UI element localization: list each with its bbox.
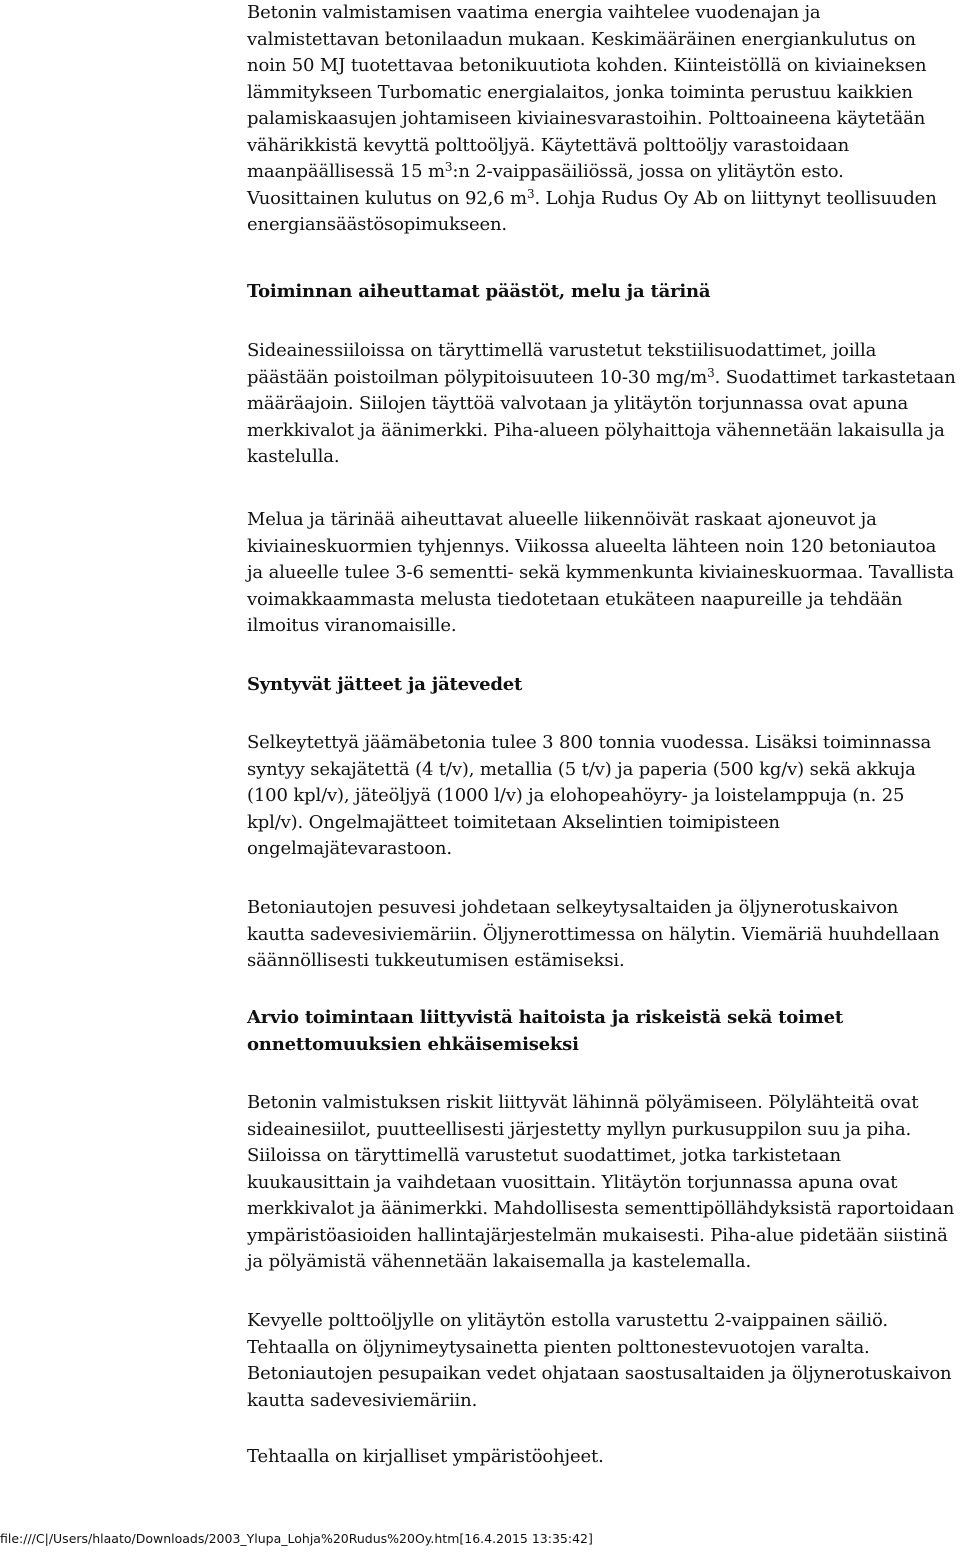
superscript-cubic: 3	[444, 160, 453, 174]
paragraph-dust-filters-text-a: Sideainessiiloissa on täryttimellä varustetut tekstiilisuodattimet, joilla päästään poistoilman pölypitoisuuteen 10-30 mg/m	[247, 340, 877, 388]
paragraph-noise: Melua ja tärinää aiheuttavat alueelle liikennöivät raskaat ajoneuvot ja kiviaineskuormien tyhjennys. Viikossa alueelta lähteen noin 120 betoniautoa ja alueelle tulee 3-6 sementti- sekä kymmenkunta kiviaineskuormaa. Tavallista voimakkaammasta melusta tiedotetaan etukäteen naapureille ja tehdään ilmoitus viranomaisille.	[247, 509, 954, 636]
paragraph-fuel-tank: Kevyelle polttoöljylle on ylitäytön estolla varustettu 2-vaippainen säiliö. Tehtaalla on öljynimeytysainetta pienten polttonestevuotojen varalta. Betoniautojen pesupaikan vedet ohjataan saostusaltaiden ja öljynerotuskaivon kautta sadevesiviemäriin.	[247, 1310, 952, 1411]
paragraph-energy-text-c: . Lohja Rudus Oy Ab on liittynyt teollisuuden energiansäästösopimukseen.	[247, 187, 937, 235]
paragraph-wastewater: Betoniautojen pesuvesi johdetaan selkeytysaltaiden ja öljynerotuskaivon kautta sadevesiviemäriin. Öljynerottimessa on hälytin. Viemäriä huuhdellaan säännöllisesti tukkeutumisen estämiseksi.	[247, 897, 940, 971]
heading-risks: Arvio toimintaan liittyvistä haitoista ja riskeistä sekä toimet onnettomuuksien ehkäisemiseksi	[247, 1007, 843, 1055]
superscript-cubic: 3	[707, 365, 715, 380]
paragraph-dust-filters-text-b: . Suodattimet tarkastetaan määräajoin. Siilojen täyttöä valvotaan ja ylitäytön torjunnassa ovat apuna merkkivalot ja äänimerkki. Piha-alueen pölyhaittoja vähennetään lakaisulla ja kastelulla.	[247, 366, 956, 467]
paragraph-energy	[247, 0, 957, 239]
heading-emissions: Toiminnan aiheuttamat päästöt, melu ja tärinä	[247, 281, 711, 302]
paragraph-risks: Betonin valmistuksen riskit liittyvät lähinnä pölyämiseen. Pölylähteitä ovat sideainesiilot, puutteellisesti järjestetty myllyn purkusuppilon suu ja piha. Siiloissa on täryttimellä varustetut suodattimet, jotka tarkistetaan kuukausittain ja vaihdetaan vuosittain. Ylitäytön torjunnassa apuna ovat merkkivalot ja äänimerkki. Mahdollisesta sementtipöllähdyksistä raportoidaan ympäristöasioiden hallintajärjestelmän mukaisesti. Piha-alue pidetään siistinä ja pölyämistä vähennetään lakaisemalla ja kastelemalla.	[247, 1092, 955, 1272]
paragraph-dust-filters	[247, 338, 957, 471]
paragraph-instructions: Tehtaalla on kirjalliset ympäristöohjeet.	[247, 1446, 604, 1467]
heading-waste: Syntyvät jätteet ja jätevedet	[247, 674, 523, 695]
paragraph-energy-text-b: :n 2-vaippasäiliössä, jossa on ylitäytön esto. Vuosittainen kulutus on 92,6 m	[247, 161, 844, 209]
file-path-footer: file:///C|/Users/hlaato/Downloads/2003_Ylupa_Lohja%20Rudus%20Oy.htm[16.4.2015 13:35:42]	[0, 1531, 593, 1546]
paragraph-waste: Selkeytettyä jäämäbetonia tulee 3 800 tonnia vuodessa. Lisäksi toiminnassa syntyy sekajätettä (4 t/v), metallia (5 t/v) ja paperia (500 kg/v) sekä akkuja (100 kpl/v), jäteöljyä (1000 l/v) ja elohopeahöyry- ja loistelamppuja (n. 25 kpl/v). Ongelmajätteet toimitetaan Akselintien toimipisteen ongelmajätevarastoon.	[247, 732, 932, 859]
paragraph-energy-text-a: Betonin valmistamisen vaatima energia vaihtelee vuodenajan ja valmistettavan betonilaadun mukaan. Keskimääräinen energiankulutus on noin 50 MJ tuotettavaa betonikuutiota kohden. Kiinteistöllä on kiviaineksen lämmitykseen Turbomatic energialaitos, jonka toiminta perustuu kaikkien palamiskaasujen johtamiseen kiviainesvarastoihin. Polttoaineena käytetään vähärikkistä kevyttä polttoöljyä. Käytettävä polttoöljy varastoidaan maanpäällisessä 15 m	[247, 2, 927, 182]
superscript-cubic: 3	[526, 186, 535, 201]
